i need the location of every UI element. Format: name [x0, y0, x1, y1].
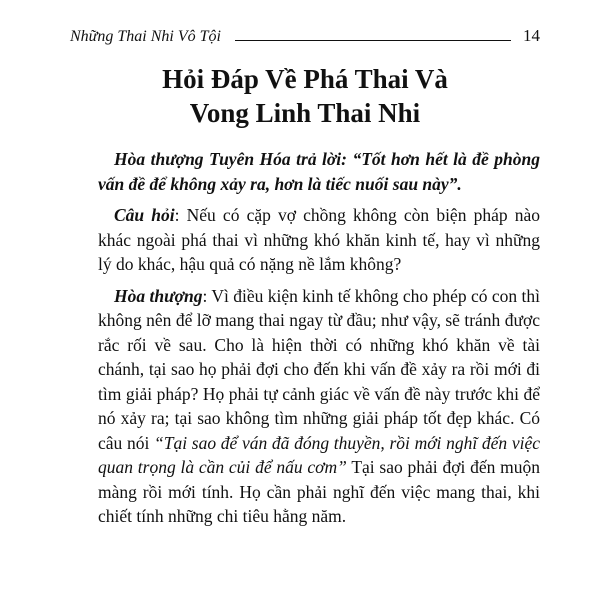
- question-paragraph: [98, 203, 540, 277]
- answer-paragraph: [98, 284, 540, 529]
- chapter-title-line-2: Vong Linh Thai Nhi: [189, 98, 421, 128]
- question-label: Câu hỏi: [114, 205, 175, 225]
- body-text: [98, 147, 540, 536]
- intro-quote-paragraph: Hòa thượng Tuyên Hóa trả lời: “Tốt hơn hết là đề phòng vấn đề để không xảy ra, hơn là tiếc nuối sau này”.: [98, 149, 540, 194]
- answer-text-after-quote: Tại sao phải đợi đến muộn màng rồi mới tính. Họ cần phải nghĩ đến việc mang thai, khi chiết tính những chi tiêu hằng năm.: [98, 457, 540, 526]
- running-title: Những Thai Nhi Vô Tội: [70, 28, 221, 45]
- chapter-title: [70, 62, 540, 130]
- answer-label: Hòa thượng: [114, 285, 203, 306]
- question-text: : Nếu có cặp vợ chồng không còn biện pháp nào khác ngoài phá thai vì những khó khăn kinh tế, hay vì những lý do khác, hậu quả có nặng nề lắm không?: [98, 205, 540, 274]
- chapter-title-line-1: Hỏi Đáp Về Phá Thai Và: [162, 64, 448, 94]
- running-header: [70, 22, 540, 46]
- answer-text-before-quote: : Vì điều kiện kinh tế không cho phép có con thì không nên để lỡ mang thai ngay từ đầu; như vậy, sẽ tránh được rắc rối về sau. Cho là hiện thời có những khó khăn về tài chánh, tại sao họ phải đợi cho đến khi vấn đề xảy ra rồi mới đi tìm giải pháp? Họ phải tự cảnh giác về vấn đề này trước khi để nó xảy ra; tại sao không tìm những giải pháp tốt đẹp khác. Có câu nói: [98, 285, 540, 453]
- answer-inline-quote: “Tại sao để ván đã đóng thuyền, rồi mới nghĩ đến việc quan trọng là cần củi để nấu cơm”: [98, 432, 540, 477]
- header-rule: [235, 40, 511, 41]
- page-number: 14: [523, 26, 540, 45]
